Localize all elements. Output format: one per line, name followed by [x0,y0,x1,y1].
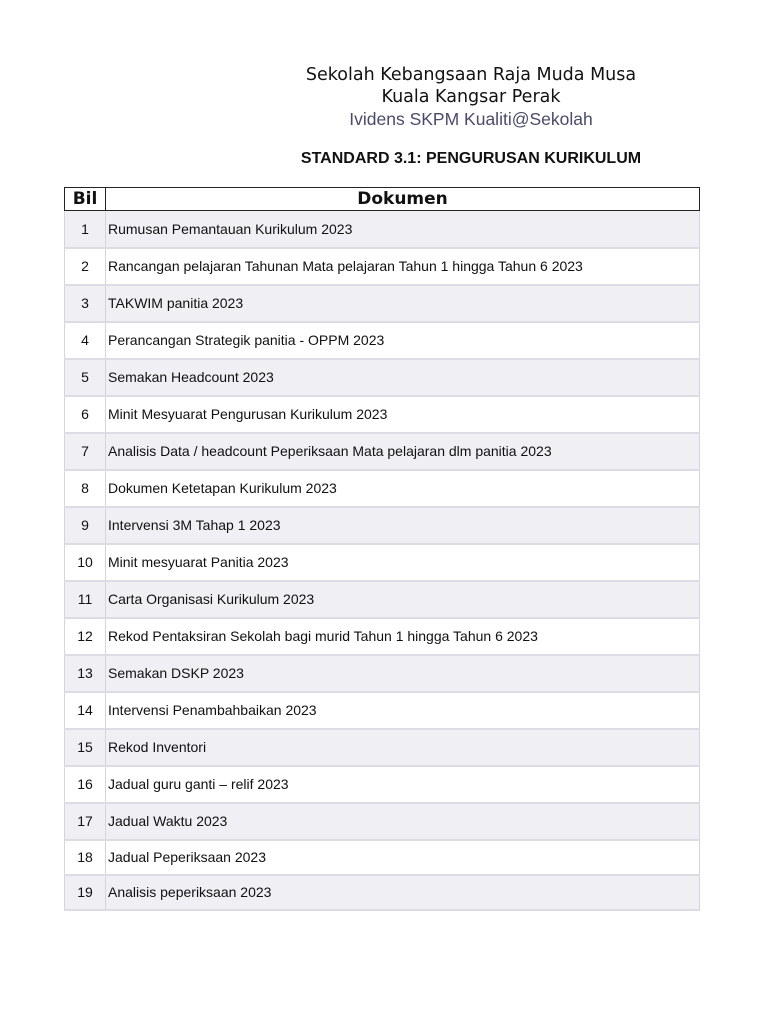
column-header-dokumen: Dokumen [106,188,700,211]
row-number: 15 [65,729,106,766]
row-number: 5 [65,359,106,396]
table-row [65,692,700,729]
table-row [65,248,700,285]
row-number: 14 [65,692,106,729]
table-row [65,396,700,433]
table-row [65,470,700,507]
document-name: Rekod Pentaksiran Sekolah bagi murid Tahun 1 hingga Tahun 6 2023 [106,618,700,655]
school-location: Kuala Kangsar Perak [381,87,561,107]
table-row [65,655,700,692]
document-header [0,64,768,130]
document-name: Intervensi 3M Tahap 1 2023 [106,507,700,544]
document-name: Jadual guru ganti – relif 2023 [106,766,700,803]
table-row [65,618,700,655]
table-row [65,322,700,359]
table-row [65,803,700,840]
row-number: 10 [65,544,106,581]
document-name: Semakan DSKP 2023 [106,655,700,692]
row-number: 1 [65,211,106,248]
document-name: Minit mesyuarat Panitia 2023 [106,544,700,581]
table-row [65,766,700,803]
document-name: Dokumen Ketetapan Kurikulum 2023 [106,470,700,507]
row-number: 17 [65,803,106,840]
row-number: 13 [65,655,106,692]
row-number: 18 [65,840,106,875]
table-row [65,544,700,581]
table-body [65,211,700,910]
table-header-row [65,188,700,211]
document-name: Analisis Data / headcount Peperiksaan Mata pelajaran dlm panitia 2023 [106,433,700,470]
document-name: Rancangan pelajaran Tahunan Mata pelajaran Tahun 1 hingga Tahun 6 2023 [106,248,700,285]
row-number: 3 [65,285,106,322]
document-name: Analisis peperiksaan 2023 [106,875,700,910]
document-name: Rekod Inventori [106,729,700,766]
evidence-title: Ividens SKPM Kualiti@Sekolah [349,109,593,129]
document-name: TAKWIM panitia 2023 [106,285,700,322]
document-name: Jadual Peperiksaan 2023 [106,840,700,875]
row-number: 8 [65,470,106,507]
document-name: Semakan Headcount 2023 [106,359,700,396]
row-number: 6 [65,396,106,433]
row-number: 12 [65,618,106,655]
table-row [65,507,700,544]
document-name: Jadual Waktu 2023 [106,803,700,840]
table-row [65,875,700,910]
document-table [64,187,700,911]
document-name: Minit Mesyuarat Pengurusan Kurikulum 2023 [106,396,700,433]
table-row [65,211,700,248]
document-name: Carta Organisasi Kurikulum 2023 [106,581,700,618]
row-number: 4 [65,322,106,359]
school-name: Sekolah Kebangsaan Raja Muda Musa [305,65,637,85]
table-row [65,359,700,396]
table-row [65,840,700,875]
row-number: 19 [65,875,106,910]
row-number: 2 [65,248,106,285]
table-row [65,581,700,618]
row-number: 7 [65,433,106,470]
document-name: Intervensi Penambahbaikan 2023 [106,692,700,729]
row-number: 16 [65,766,106,803]
standard-title: STANDARD 3.1: PENGURUSAN KURIKULUM [300,150,642,167]
document-name: Rumusan Pemantauan Kurikulum 2023 [106,211,700,248]
table-row [65,729,700,766]
column-header-bil: Bil [65,188,106,211]
row-number: 11 [65,581,106,618]
table-row [65,285,700,322]
row-number: 9 [65,507,106,544]
document-name: Perancangan Strategik panitia - OPPM 2023 [106,322,700,359]
table-row [65,433,700,470]
